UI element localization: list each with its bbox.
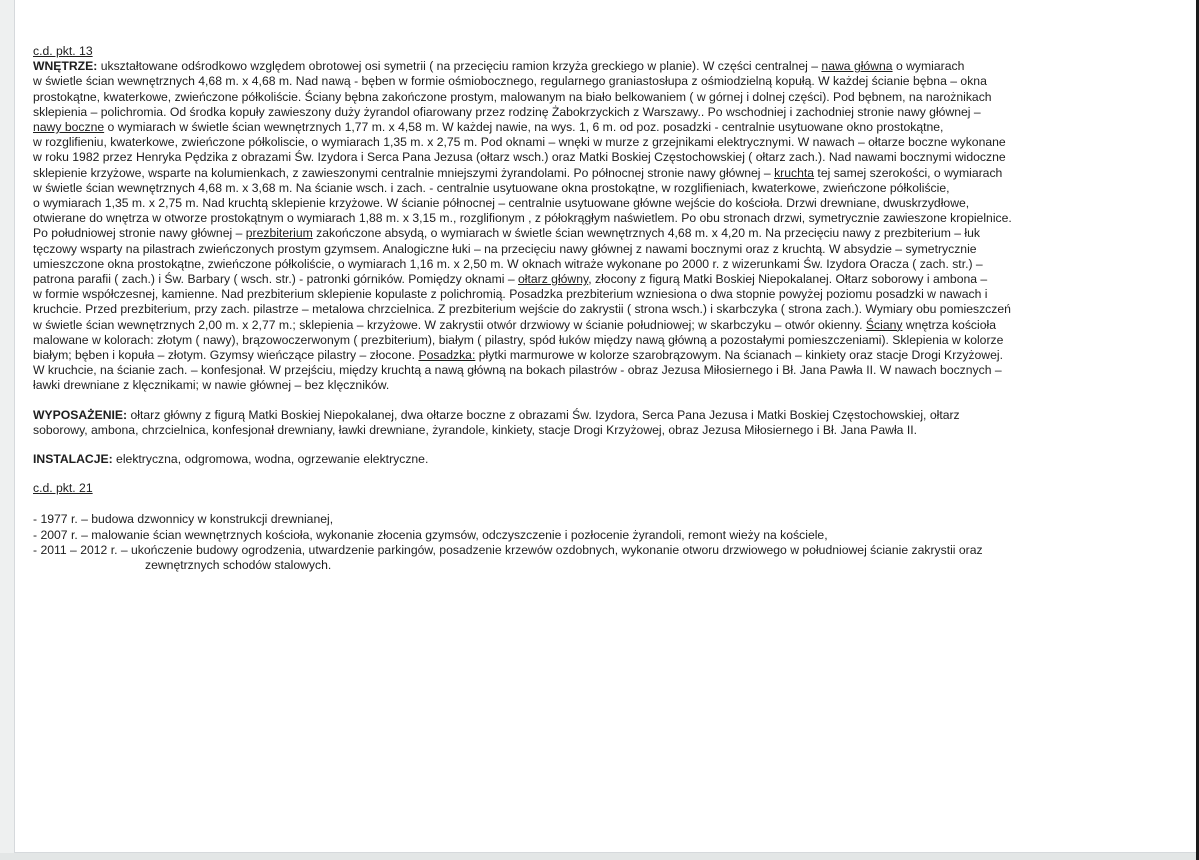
text-line: umieszczone okna prostokątne, zwieńczone półkoliście, o wymiarach 1,16 m. x 2,50 m. W oknach witraże wykonane po 2000 r. z wizerunkami Św. Izydora Oracza ( zach. str.) – bbox=[33, 256, 983, 271]
scan-bottom-edge bbox=[0, 853, 1199, 860]
list-item: - 2011 – 2012 r. – ukończenie budowy ogrodzenia, utwardzenie parkingów, posadzenie krzewów ozdobnych, wykonanie otworu drzwiowego w południowej ścianie zakrystii oraz bbox=[33, 542, 983, 557]
text-line: w rozglifieniu, kwaterkowe, zwieńczone półkoliscie, o wymiarach 1,35 m. x 2,75 m. Pod oknami – wnęki w murze z grzejnikami elektrycznymi. W nawach – ołtarze boczne wykonane bbox=[33, 135, 1006, 150]
document-body bbox=[33, 44, 1169, 573]
interior-label: WNĘTRZE: bbox=[33, 59, 98, 74]
text-line: o wymiarach 1,35 m. x 2,75 m. Nad kruchtą sklepienie krzyżowe. W ścianie północnej – centralnie usytuowane główne wejście do kościoła. Drzwi drewniane, dwuskrzydłowe, bbox=[33, 196, 970, 211]
text-line: ławki drewniane z klęcznikami; w nawie głównej – bez klęczników. bbox=[33, 378, 390, 393]
text-line: prostokątne, kwaterkowe, zwieńczone półkoliście. Ściany bębna zakończone prostym, malowanym na biało belkowaniem ( w górnej i dolnej części). Pod bębnem, na narożnikach bbox=[33, 89, 992, 104]
spacer bbox=[33, 467, 1169, 481]
list-item: - 1977 r. – budowa dzwonnicy w konstrukcji drewnianej, bbox=[33, 512, 334, 527]
term-kruchta: kruchta bbox=[774, 165, 815, 180]
text-line: w roku 1982 przez Henryka Pędzika z obrazami Św. Izydora i Serca Pana Jezusa (ołtarz wsch.) oraz Matki Boskiej Częstochowskiej ( ołtarz zach.). Nad nawami bocznymi widoczne bbox=[33, 150, 1006, 165]
term-prezbiterium: prezbiterium bbox=[245, 226, 313, 241]
text-line: białym; bęben i kopuła – złotym. Gzymsy wieńczące pilastry – złocone. Posadzka: płytki marmurowe w kolorze szarobrązowym. Na ścianach – kinkiety oraz stacje Drogi Krzyżowej. bbox=[33, 348, 1003, 363]
spacer bbox=[33, 504, 1169, 512]
text-line: soborowy, ambona, chrzcielnica, konfesjonał drewniany, ławki drewniane, żyrandole, kinkiety, stacje Drogi Krzyżowej, obraz Jezusa Miłosiernego i Bł. Jana Pawła II. bbox=[33, 422, 918, 437]
text-line: Po południowej stronie nawy głównej – prezbiterium zakończone absydą, o wymiarach w świetle ścian wewnętrznych 4,68 m. x 4,20 m. Na przecięciu nawy z prezbiterium – łuk bbox=[33, 226, 981, 241]
text-line: w świetle ścian wewnętrznych 4,68 m. x 3,68 m. Na ścianie wsch. i zach. - centralnie usytuowane okna prostokątne, w rozglifieniach, kwaterkowe, zwieńczone półkoliście, bbox=[33, 180, 950, 195]
spacer bbox=[33, 496, 1169, 504]
spacer bbox=[33, 394, 1169, 408]
text-line: tęczowy wsparty na pilastrach zwieńczonych prostym gzymsem. Analogiczne łuki – na przecięciu nawy głównej z nawami bocznymi oraz z kruchtą. W absydzie – symetrycznie bbox=[33, 241, 977, 256]
text-line: w formie współczesnej, kamienne. Nad prezbiterium sklepienie kopulaste z polichromią. Posadzka prezbiterium wzniesiona o dwa stopnie powyżej poziomu posadzki w nawach i bbox=[33, 287, 988, 302]
scanned-page bbox=[14, 0, 1197, 853]
text-line: nawy boczne o wymiarach w świetle ścian wewnętrznych 1,77 m. x 4,58 m. W każdej nawie, na wys. 1, 6 m. od poz. posadzki - centralnie usytuowane okno prostokątne, bbox=[33, 120, 944, 135]
spacer bbox=[33, 438, 1169, 452]
term-nawa-glowna: nawa główna bbox=[821, 59, 893, 74]
text-line: w świetle ścian wewnętrznych 2,00 m. x 2,77 m.; sklepienia – krzyżowe. W zakrystii otwór drzwiowy w ścianie południowej; w skarbczyku – otwór okienny. Ściany wnętrza kościoła bbox=[33, 317, 996, 332]
text-line: patrona parafii ( zach.) i Św. Barbary ( wsch. str.) - patronki górników. Pomiędzy oknami – ołtarz główny, złocony z figurą Matki Boskiej Niepokalanej. Ołtarz soborowy i ambona – bbox=[33, 272, 988, 287]
term-sciany: Ściany bbox=[865, 317, 903, 332]
installations-line: INSTALACJE: elektryczna, odgromowa, wodna, ogrzewanie elektryczne. bbox=[33, 452, 429, 467]
term-nawy-boczne: nawy boczne bbox=[33, 120, 105, 135]
section-heading-pkt-21: c.d. pkt. 21 bbox=[33, 481, 93, 496]
list-item: - 2007 r. – malowanie ścian wewnętrznych kościoła, wykonanie złocenia gzymsów, odczyszczenie i pozłocenie żyrandoli, remont wieży na kościele, bbox=[33, 527, 828, 542]
text-line: malowane w kolorach: złotym ( nawy), brązowoczerwonym ( prezbiterium), białym ( pilastry, spód łuków między nawą główną a pozostałymi pomieszczeniami). Sklepienia w kolorze bbox=[33, 332, 1004, 347]
text-line: sklepienia – polichromia. Od środka kopuły zawieszony duży żyrandol ofiarowany przez rodzinę Żabokrzyckich z Warszawy.. Po wschodniej i zachodniej stronie nawy głównej – bbox=[33, 104, 981, 119]
text-line: kruchcie. Przed prezbiterium, przy zach. pilastrze – metalowa chrzcielnica. Z prezbiterium wejście do zakrystii ( strona wsch.) i skarbczyka ( strona zach.). Wymiary obu pomieszczeń bbox=[33, 302, 1011, 317]
equipment-line: WYPOSAŻENIE: ołtarz główny z figurą Matki Boskiej Niepokalanej, dwa ołtarze boczne z obrazami Św. Izydora, Serca Pana Jezusa i Matki Boskiej Częstochowskiej, ołtarz bbox=[33, 407, 960, 422]
text-line: W kruchcie, na ścianie zach. – konfesjonał. W przejściu, między kruchtą a nawą główną na bokach pilastrów - obraz Jezusa Miłosiernego i Bł. Jana Pawła II. W nawach bocznych – bbox=[33, 363, 1002, 378]
text-line: otwierane do wnętrza w otworze prostokątnym o wymiarach 1,88 m. x 3,15 m., rozglifionym , z półokrągłym naświetlem. Po obu stronach drzwi, symetrycznie zawieszone kropielnice. bbox=[33, 211, 1012, 226]
installations-label: INSTALACJE: bbox=[33, 452, 113, 467]
list-item-continuation: zewnętrznych schodów stalowych. bbox=[145, 558, 332, 573]
section-heading-pkt-13: c.d. pkt. 13 bbox=[33, 44, 93, 58]
text-line: w świetle ścian wewnętrznych 4,68 m. x 4,68 m. Nad nawą - bęben w formie ośmiobocznego, regularnego graniastosłupa z ośmiodzielną kopułą. W każdej ścianie bębna – okna bbox=[33, 74, 987, 89]
term-oltarz-glowny: ołtarz główny bbox=[517, 272, 589, 287]
equipment-label: WYPOSAŻENIE: bbox=[33, 407, 128, 422]
text-line: sklepienie krzyżowe, wsparte na kolumienkach, z zawieszonymi centralnie mniejszymi żyrandolami. Po północnej stronie nawy głównej – kruchta tej samej szerokości, o wymiarach bbox=[33, 165, 1003, 180]
interior-line: WNĘTRZE: ukształtowane odśrodkowo względem obrotowej osi symetrii ( na przecięciu ramion krzyża greckiego w planie). W części centralnej – nawa główna o wymiarach bbox=[33, 59, 965, 74]
term-posadzka: Posadzka: bbox=[418, 348, 476, 363]
